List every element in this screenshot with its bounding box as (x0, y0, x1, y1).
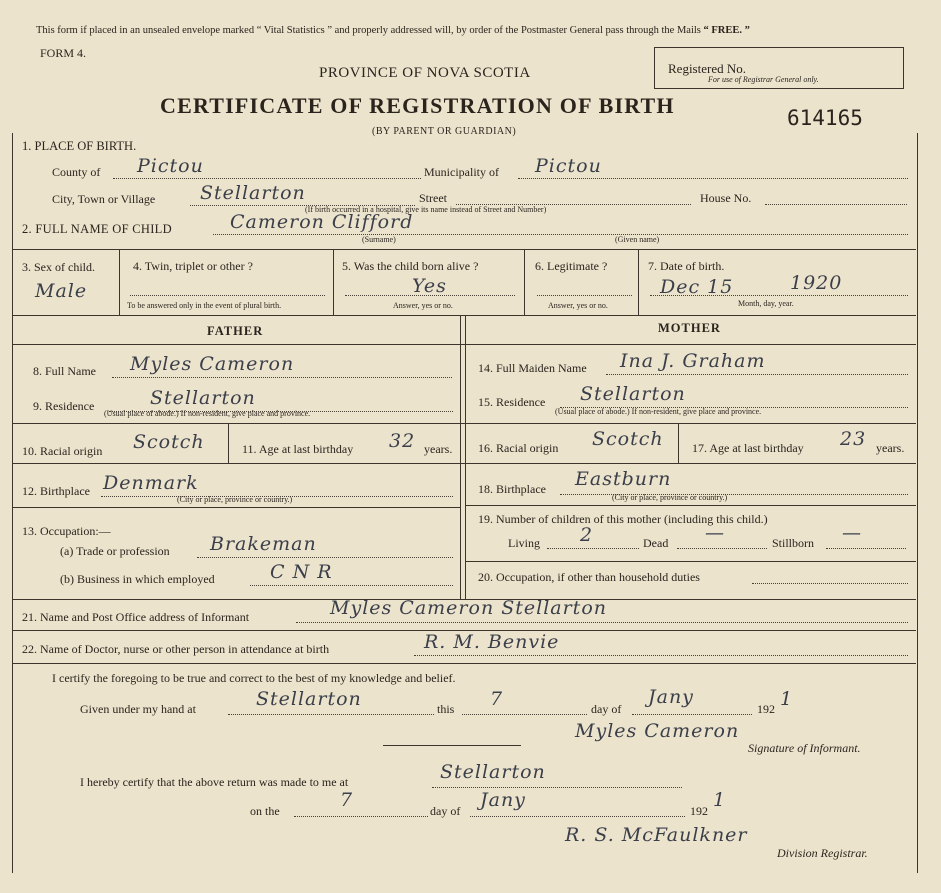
dob-year: 1920 (790, 272, 843, 294)
given-place-value: Stellarton (256, 688, 362, 710)
living-value: 2 (580, 524, 594, 546)
county-label: County of (52, 165, 101, 179)
dob-value: Dec 15 (660, 276, 734, 298)
mother-occupation-label: 20. Occupation, if other than household duties (478, 570, 700, 584)
dob-label: 7. Date of birth. (648, 259, 725, 273)
given-month-value: Jany (648, 686, 694, 708)
father-age-value: 32 (389, 430, 416, 452)
postal-notice: This form if placed in an unsealed envelope marked “ Vital Statistics ” and properly addressed will, by order of the Postmaster General pass through the Mails “ FREE. ” (36, 25, 750, 36)
given-name-note: (Given name) (615, 235, 660, 244)
stamped-number: 614165 (787, 106, 863, 130)
child-name-label: 2. FULL NAME OF CHILD (22, 222, 172, 236)
certificate-subtitle: (BY PARENT OR GUARDIAN) (372, 126, 517, 137)
mother-birthplace-value: Eastburn (575, 468, 672, 490)
alive-value: Yes (412, 275, 447, 297)
father-age-label: 11. Age at last birthday (242, 442, 354, 456)
registrar-year-prefix: 192 (690, 804, 708, 818)
mother-racial-value: Scotch (592, 428, 664, 450)
father-birthplace-label: 12. Birthplace (22, 484, 90, 498)
living-label: Living (508, 536, 540, 550)
mother-maiden-label: 14. Full Maiden Name (478, 361, 587, 375)
informant-label: 21. Name and Post Office address of Informant (22, 610, 250, 624)
on-the-label: on the (250, 804, 280, 818)
father-occupation-label: 13. Occupation:— (22, 524, 111, 538)
registrar-month-value: Jany (480, 789, 526, 811)
registrar-use-note: For use of Registrar General only. (708, 75, 819, 84)
registered-label: Registered No. (668, 61, 746, 76)
father-name-label: 8. Full Name (33, 364, 96, 378)
registrar-place-value: Stellarton (440, 761, 546, 783)
father-birthplace-value: Denmark (103, 472, 199, 494)
informant-signature-caption: Signature of Informant. (748, 741, 861, 755)
informant-value: Myles Cameron Stellarton (330, 597, 607, 619)
father-heading: FATHER (207, 324, 264, 338)
children-count-label: 19. Number of children of this mother (including this child.) (478, 512, 768, 526)
given-year-suffix: 1 (780, 688, 794, 710)
twin-note: To be answered only in the event of plural birth. (127, 301, 282, 310)
alive-note: Answer, yes or no. (393, 301, 453, 310)
twin-label: 4. Twin, triplet or other ? (133, 259, 253, 273)
given-label: Given under my hand at (80, 702, 196, 716)
mother-residence-note: (Usual place of abode.) If non-resident, give place and province. (555, 407, 762, 416)
mother-heading: MOTHER (658, 321, 721, 335)
registrar-day-of-label: day of (430, 804, 461, 818)
dead-label: Dead (643, 536, 669, 550)
father-name-value: Myles Cameron (130, 353, 295, 375)
county-value: Pictou (137, 155, 204, 177)
city-label: City, Town or Village (52, 192, 156, 206)
mother-age-label: 17. Age at last birthday (692, 441, 804, 455)
registrar-day-value: 7 (340, 789, 354, 811)
given-day-value: 7 (490, 688, 504, 710)
father-racial-value: Scotch (133, 431, 205, 453)
form-number: FORM 4. (40, 46, 87, 60)
mother-residence-value: Stellarton (580, 383, 686, 405)
doctor-value: R. M. Benvie (424, 631, 560, 653)
father-residence-value: Stellarton (150, 387, 256, 409)
informant-signature: Myles Cameron (575, 720, 740, 742)
mother-residence-label: 15. Residence (478, 395, 546, 409)
legitimate-label: 6. Legitimate ? (535, 259, 608, 273)
registrar-certify-text: I hereby certify that the above return was made to me at (80, 775, 349, 789)
certify-text: I certify the foregoing to be true and correct to the best of my knowledge and belief. (52, 671, 456, 685)
dead-value: — (705, 522, 725, 544)
doctor-label: 22. Name of Doctor, nurse or other person in attendance at birth (22, 642, 330, 656)
sex-label: 3. Sex of child. (22, 260, 95, 274)
mother-birthplace-label: 18. Birthplace (478, 482, 546, 496)
father-birthplace-note: (City or place, province or country.) (177, 495, 293, 504)
registrar-signature-caption: Division Registrar. (777, 846, 868, 860)
mother-maiden-value: Ina J. Graham (620, 350, 766, 372)
trade-value: Brakeman (210, 533, 317, 555)
child-name-value: Cameron Clifford (230, 211, 414, 233)
father-residence-note: (Usual place of abode.) If non-resident, give place and province. (104, 409, 311, 418)
father-residence-label: 9. Residence (33, 399, 95, 413)
alive-label: 5. Was the child born alive ? (342, 259, 479, 273)
day-of-label: day of (591, 702, 622, 716)
father-years-label: years. (424, 442, 453, 456)
house-label: House No. (700, 191, 752, 205)
legitimate-note: Answer, yes or no. (548, 301, 608, 310)
this-label: this (437, 702, 455, 716)
stillborn-value: — (842, 522, 862, 544)
mother-years-label: years. (876, 441, 905, 455)
municipality-label: Municipality of (424, 165, 499, 179)
business-value: C N R (270, 561, 333, 583)
surname-note: (Surname) (362, 235, 396, 244)
mother-racial-label: 16. Racial origin (478, 441, 559, 455)
given-year-prefix: 192 (757, 702, 775, 716)
dob-note: Month, day, year. (738, 299, 794, 308)
street-label: Street (419, 191, 447, 205)
hospital-note: (If birth occurred in a hospital, give its name instead of Street and Number) (305, 205, 547, 214)
mother-age-value: 23 (840, 428, 867, 450)
registrar-signature: R. S. McFaulkner (565, 824, 748, 846)
municipality-value: Pictou (535, 155, 602, 177)
certificate-title: CERTIFICATE OF REGISTRATION OF BIRTH (160, 93, 675, 118)
registrar-year-suffix: 1 (713, 789, 727, 811)
trade-label: (a) Trade or profession (60, 544, 170, 558)
sex-value: Male (35, 280, 88, 302)
business-label: (b) Business in which employed (60, 572, 215, 586)
province-title: PROVINCE OF NOVA SCOTIA (319, 65, 531, 81)
mother-birthplace-note: (City or place, province or country.) (612, 493, 728, 502)
stillborn-label: Stillborn (772, 536, 815, 550)
father-racial-label: 10. Racial origin (22, 444, 103, 458)
city-value: Stellarton (200, 182, 306, 204)
place-of-birth-label: 1. PLACE OF BIRTH. (22, 139, 137, 153)
